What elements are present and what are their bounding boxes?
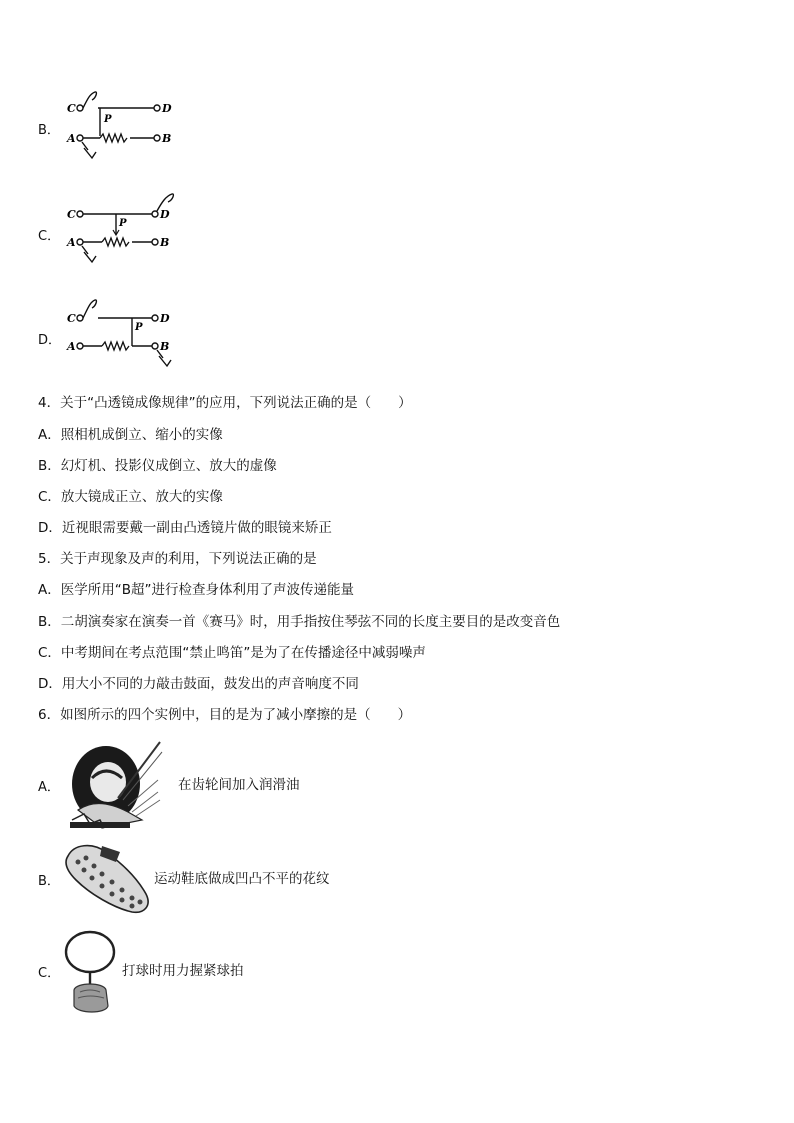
svg-text:C: C: [67, 102, 76, 115]
q5-option-b: B．二胡演奏家在演奏一首《赛马》时，用手指按住琴弦不同的长度主要目的是改变音色: [38, 614, 561, 630]
svg-text:P: P: [135, 322, 143, 333]
svg-text:A: A: [67, 132, 76, 145]
q4-option-b: B．幻灯机、投影仪成倒立、放大的虚像: [38, 458, 277, 474]
svg-text:C: C: [67, 312, 76, 325]
q3-option-b-label: B．: [38, 123, 60, 138]
q3-option-c-label: C．: [38, 229, 61, 244]
svg-text:A: A: [67, 340, 76, 353]
q5-option-c: C．中考期间在考点范围“禁止鸣笛”是为了在传播途径中减弱噪声: [38, 645, 426, 661]
svg-text:D: D: [160, 312, 170, 325]
q4-option-d: D．近视眼需要戴一副由凸透镜片做的眼镜来矫正: [38, 520, 332, 536]
svg-text:B: B: [162, 132, 172, 145]
q3-option-d-circuit: [62, 292, 180, 378]
q3-option-b-circuit: [62, 88, 180, 170]
svg-text:A: A: [67, 236, 76, 249]
q4-stem: 4．关于“凸透镜成像规律”的应用，下列说法正确的是（ ）: [38, 395, 412, 411]
q6-option-c-caption: 打球时用力握紧球拍: [122, 963, 244, 979]
q4-option-c: C．放大镜成正立、放大的实像: [38, 489, 223, 505]
q6-option-a-label: A．: [38, 780, 60, 795]
svg-text:D: D: [162, 102, 172, 115]
svg-text:D: D: [160, 208, 170, 221]
q3-option-c-circuit: [62, 190, 180, 276]
q6-stem: 6．如图所示的四个实例中，目的是为了减小摩擦的是（ ）: [38, 707, 412, 723]
q6-option-a-caption: 在齿轮间加入润滑油: [178, 777, 300, 793]
q6-option-b-label: B．: [38, 874, 60, 889]
svg-text:B: B: [160, 236, 170, 249]
svg-text:P: P: [119, 218, 127, 229]
svg-text:P: P: [104, 114, 112, 125]
q6-option-b-shoe-sole-image: [62, 842, 152, 916]
svg-text:C: C: [67, 208, 76, 221]
q6-option-c-racket-image: [60, 930, 124, 1014]
q6-option-b-caption: 运动鞋底做成凹凸不平的花纹: [154, 871, 330, 887]
q6-option-a-lubricating-gear-image: [68, 738, 166, 830]
q5-stem: 5．关于声现象及声的利用，下列说法正确的是: [38, 551, 317, 567]
q3-option-d-label: D．: [38, 333, 62, 348]
q5-option-a: A．医学所用“B超”进行检查身体利用了声波传递能量: [38, 582, 354, 598]
svg-text:B: B: [160, 340, 170, 353]
q4-option-a: A．照相机成倒立、缩小的实像: [38, 427, 223, 443]
q6-option-c-label: C．: [38, 966, 61, 981]
q5-option-d: D．用大小不同的力敲击鼓面，鼓发出的声音响度不同: [38, 676, 359, 692]
